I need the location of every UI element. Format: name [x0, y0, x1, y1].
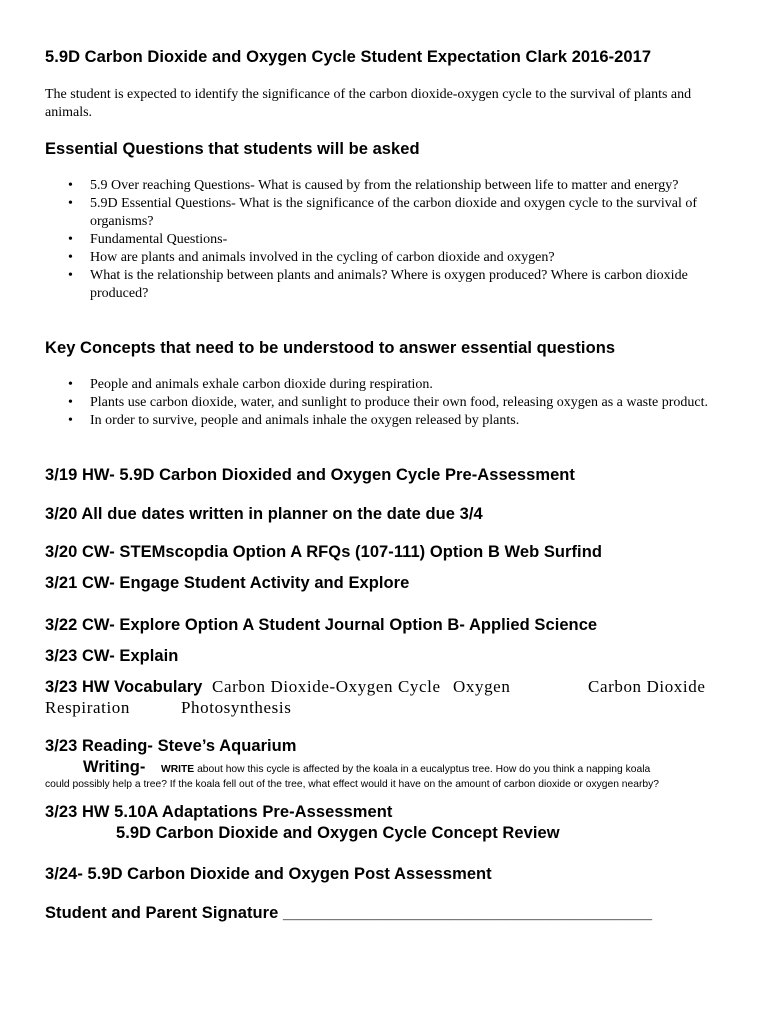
vocab-word: Carbon Dioxide-Oxygen Cycle: [212, 677, 441, 696]
schedule-cw-0322: 3/22 CW- Explore Option A Student Journal Option B- Applied Science: [45, 616, 598, 634]
vocabulary-label: 3/23 HW Vocabulary: [45, 678, 203, 696]
schedule-hw-0323-adaptations: 3/23 HW 5.10A Adaptations Pre-Assessment: [45, 803, 393, 821]
schedule-cw-0321: 3/21 CW- Engage Student Activity and Explore: [45, 574, 410, 592]
schedule-hw-0319: 3/19 HW- 5.9D Carbon Dioxided and Oxygen Cycle Pre-Assessment: [45, 466, 575, 484]
list-item: • What is the relationship between plants and animals? Where is oxygen produced? Where is carbon dioxide produced?: [45, 267, 730, 303]
essential-questions-list: [45, 177, 730, 303]
document-title: 5.9D Carbon Dioxide and Oxygen Cycle Student Expectation Clark 2016-2017: [45, 48, 652, 66]
schedule-cw-0320: 3/20 CW- STEMscopdia Option A RFQs (107-111) Option B Web Surfind: [45, 543, 602, 561]
list-item: • In order to survive, people and animals inhale the oxygen released by plants.: [45, 412, 730, 430]
reading-assignment: 3/23 Reading- Steve’s Aquarium: [45, 737, 297, 755]
signature-blank: ________________________________________: [282, 904, 653, 922]
schedule-post-assessment-0324: 3/24- 5.9D Carbon Dioxide and Oxygen Post Assessment: [45, 865, 492, 883]
vocab-word: Photosynthesis: [181, 698, 292, 717]
signature-label: Student and Parent Signature: [45, 904, 279, 922]
list-item: • Fundamental Questions-: [45, 231, 730, 249]
list-item: • 5.9 Over reaching Questions- What is caused by from the relationship between life to matter and energy?: [45, 177, 730, 195]
key-concepts-heading: Key Concepts that need to be understood to answer essential questions: [45, 339, 616, 357]
signature-line: [45, 904, 652, 923]
list-item: • How are plants and animals involved in the cycling of carbon dioxide and oxygen?: [45, 249, 730, 267]
key-concepts-list: [45, 376, 730, 430]
schedule-hw-0323-concept-review: 5.9D Carbon Dioxide and Oxygen Cycle Concept Review: [116, 824, 560, 842]
vocab-word: Respiration: [45, 698, 130, 717]
essential-questions-heading: Essential Questions that students will be asked: [45, 140, 420, 158]
intro-paragraph: The student is expected to identify the significance of the carbon dioxide-oxygen cycle to the survival of plants and animals.: [45, 87, 692, 120]
list-item: • People and animals exhale carbon dioxide during respiration.: [45, 376, 730, 394]
writing-prompt-line-2: could possibly help a tree? If the koala fell out of the tree, what effect would it have on the amount of carbon dioxide or oxygen nearby?: [45, 779, 660, 790]
writing-prompt-line-1: WRITE about how this cycle is affected by the koala in a eucalyptus tree. How do you think a napping koala: [161, 764, 651, 775]
vocab-word: Carbon Dioxide: [588, 677, 706, 696]
writing-label: Writing-: [83, 758, 146, 776]
schedule-due-dates-0320: 3/20 All due dates written in planner on the date due 3/4: [45, 505, 483, 523]
writing-keyword: WRITE: [161, 764, 195, 775]
list-item: • Plants use carbon dioxide, water, and sunlight to produce their own food, releasing oxygen as a waste product.: [45, 394, 730, 412]
list-item: • 5.9D Essential Questions- What is the significance of the carbon dioxide and oxygen cycle to the survival of organisms?: [45, 195, 730, 231]
schedule-cw-0323: 3/23 CW- Explain: [45, 647, 179, 665]
vocab-word: Oxygen: [453, 677, 511, 696]
